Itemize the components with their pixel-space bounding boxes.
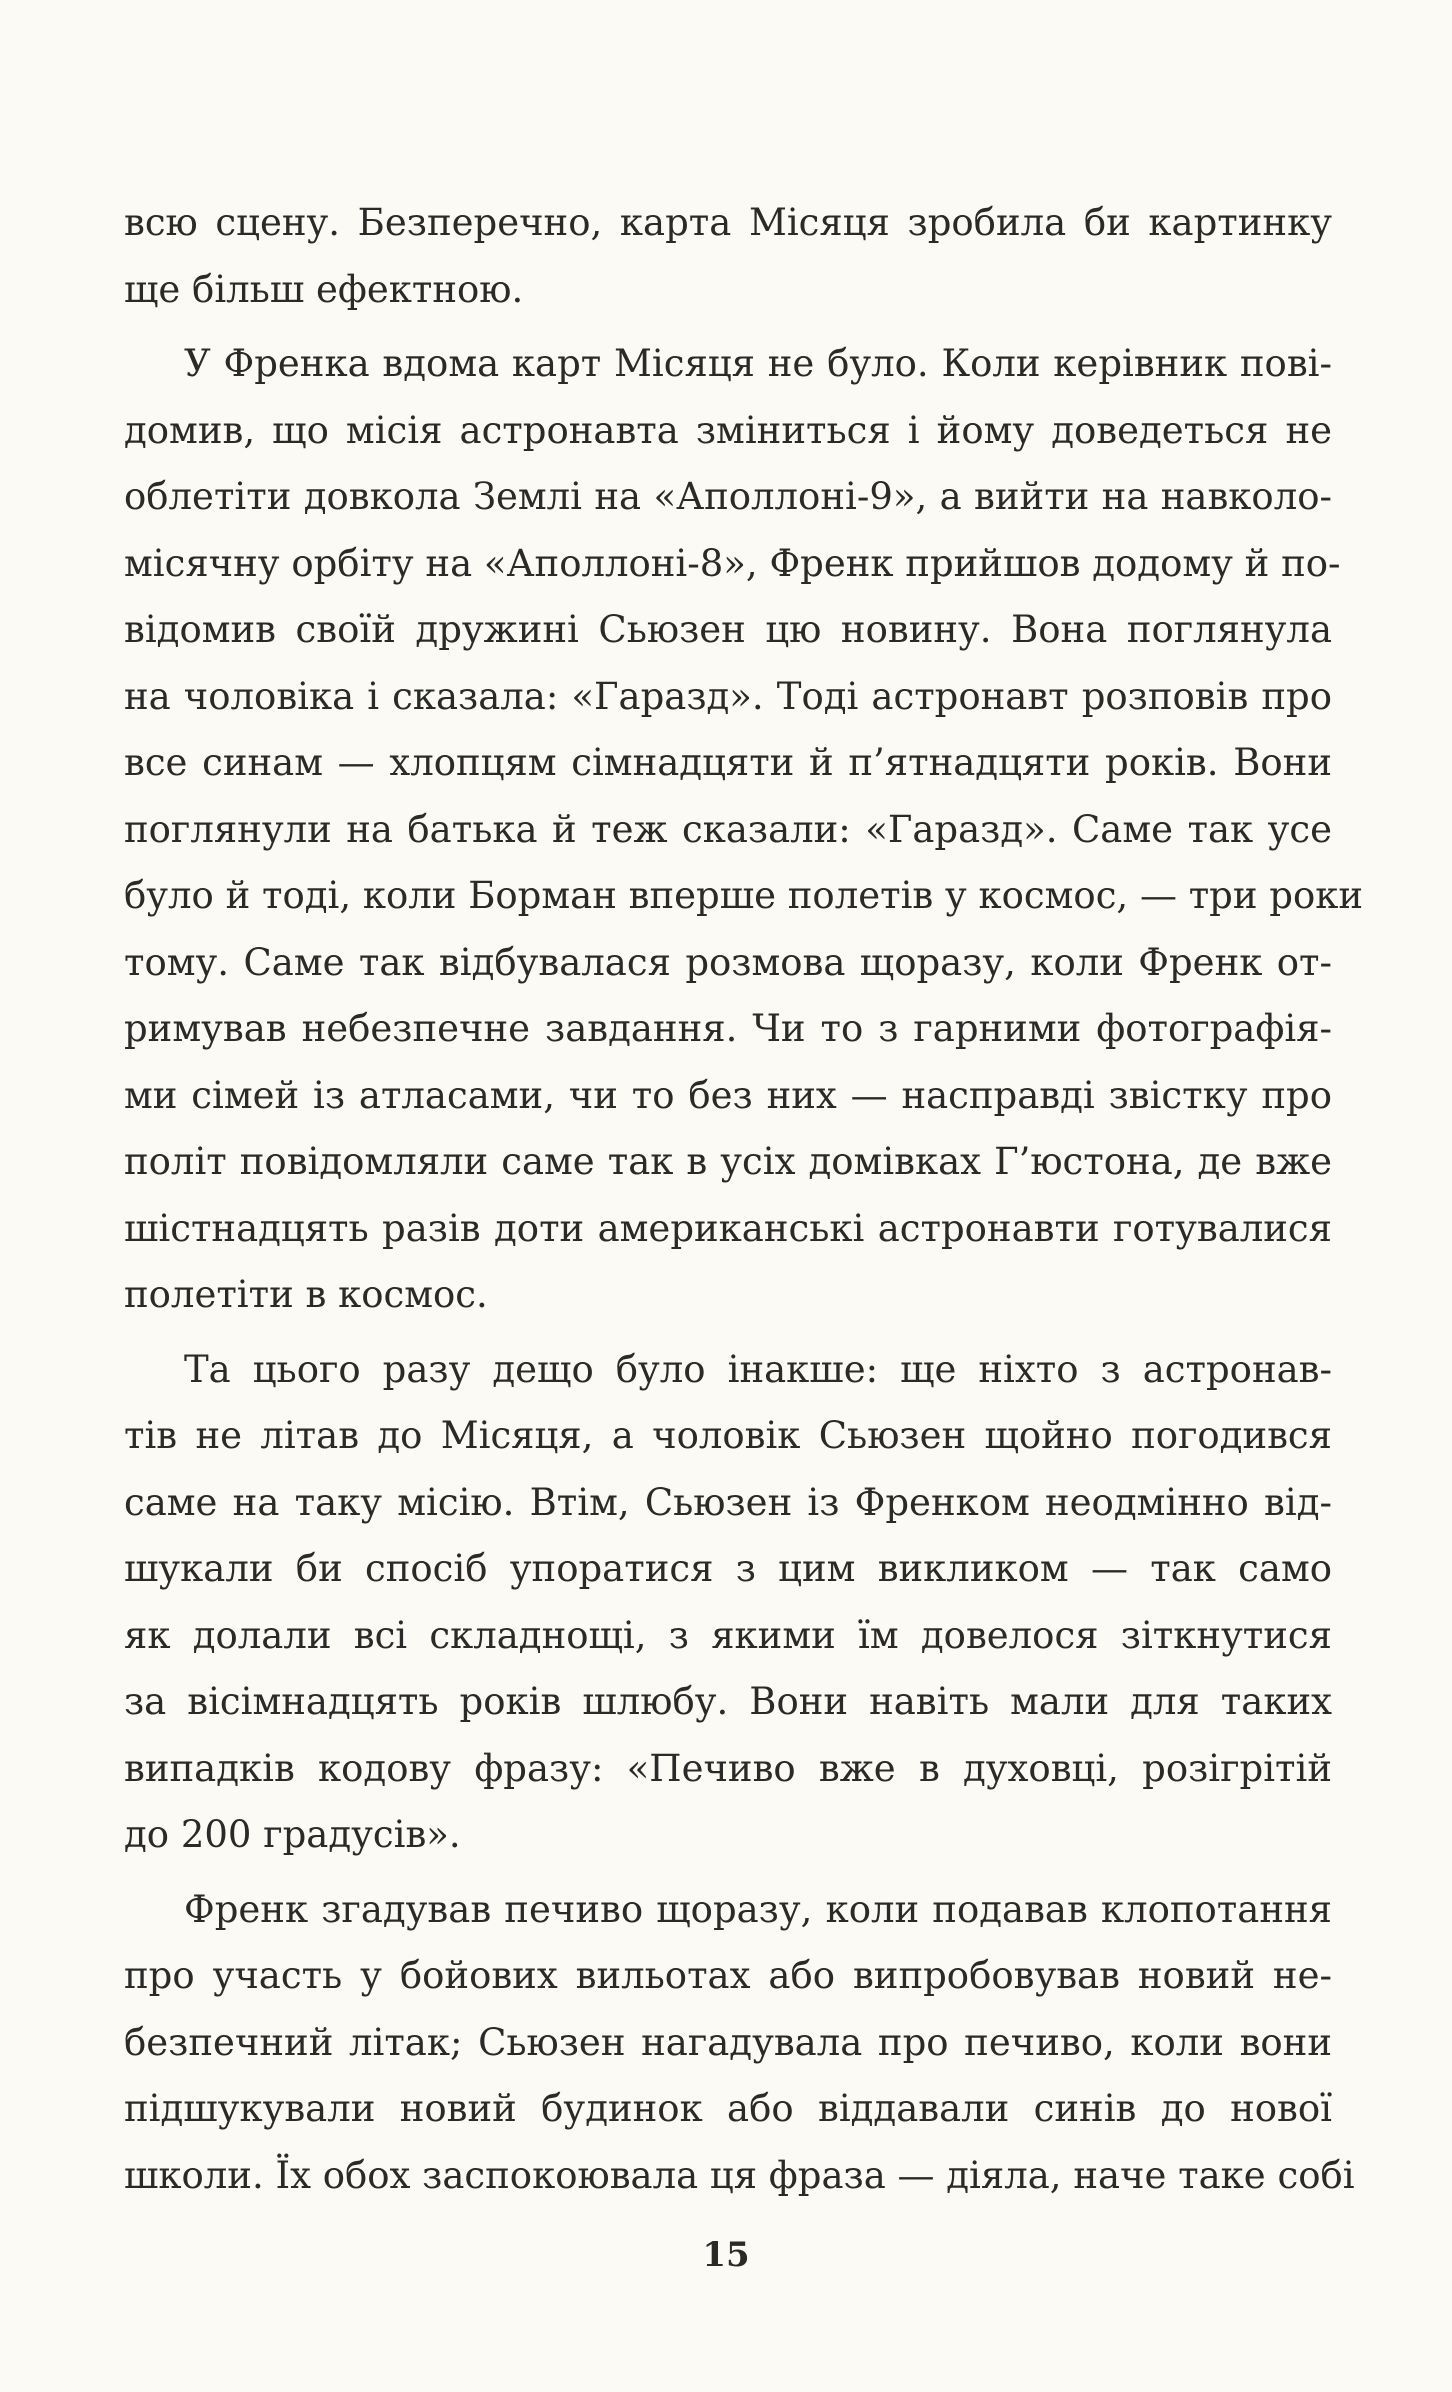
text-line: домив, що місія астронавта зміниться і йому доведеться не (124, 408, 1332, 452)
text-line: Та цього разу дещо було інакше: ще ніхто з астронав- (184, 1347, 1332, 1391)
text-line: тому. Саме так відбувалася розмова щоразу, коли Френк от- (124, 940, 1332, 984)
text-line: ще більш ефектною. (124, 267, 524, 311)
text-line: ми сімей із атласами, чи то без них — насправді звістку про (124, 1073, 1332, 1117)
text-line: за вісімнадцять років шлюбу. Вони навіть мали для таких (124, 1680, 1332, 1723)
paragraph (124, 190, 1332, 323)
text-line: на чоловіка і сказала: «Гаразд». Тоді астронавт розповів про (124, 674, 1332, 718)
text-line: полетіти в космос. (124, 1273, 488, 1316)
text-line: шукали би спосіб упоратися з цим викликом — так само (124, 1547, 1332, 1590)
text-line: облетіти довкола Землі на «Аполлоні-9», а вийти на навколо- (124, 475, 1332, 518)
text-line: У Френка вдома карт Місяця не було. Коли керівник пові- (184, 342, 1332, 385)
text-line: місячну орбіту на «Аполлоні-8», Френк прийшов додому й по- (124, 541, 1341, 585)
text-line: всю сцену. Безперечно, карта Місяця зробила би картинку (124, 201, 1332, 244)
text-line: підшукували новий будинок або віддавали синів до нової (124, 2087, 1332, 2130)
text-line: як долали всі складнощі, з якими їм довелося зіткнутися (124, 1613, 1332, 1657)
text-line: тів не літав до Місяця, а чоловік Сьюзен щойно погодився (124, 1414, 1332, 1457)
body-text (124, 190, 1364, 2209)
text-line: школи. Їх обох заспокоювала ця фраза — діяла, наче таке собі (124, 2153, 1355, 2197)
paragraph (124, 1869, 1355, 2210)
text-line: безпечний літак; Сьюзен нагадувала про печиво, коли вони (124, 2020, 1332, 2064)
text-line: було й тоді, коли Борман вперше полетів у космос, — три роки (124, 874, 1364, 917)
text-line: відомив своїй дружині Сьюзен цю новину. Вона поглянула (124, 608, 1332, 651)
paragraph-spacing (124, 1329, 1332, 1337)
text-line: шістнадцять разів доти американські астронавти готувалися (124, 1206, 1332, 1250)
text-line: саме на таку місію. Втім, Сьюзен із Френком неодмінно від- (124, 1480, 1332, 1524)
text-line: все синам — хлопцям сімнадцяти й п’ятнадцяти років. Вони (124, 741, 1332, 784)
paragraph-spacing (124, 323, 1332, 331)
page-number: 15 (702, 2235, 750, 2275)
text-line: Френк згадував печиво щоразу, коли подавав клопотання (184, 1887, 1332, 1931)
text-line: поглянули на батька й теж сказали: «Гаразд». Саме так усе (124, 807, 1332, 851)
text-line: римував небезпечне завдання. Чи то з гарними фотографія- (124, 1007, 1332, 1050)
paragraph (124, 1329, 1332, 1869)
text-line: про участь у бойових вильотах або випробовував новий не- (124, 1954, 1332, 1997)
text-line: до 200 градусів». (124, 1813, 461, 1856)
paragraph-spacing (124, 1869, 1332, 1877)
paragraph (124, 323, 1364, 1329)
text-line: випадків кодову фразу: «Печиво вже в духовці, розігрітій (124, 1746, 1332, 1790)
text-line: політ повідомляли саме так в усіх домівках Г’юстона, де вже (124, 1140, 1332, 1183)
